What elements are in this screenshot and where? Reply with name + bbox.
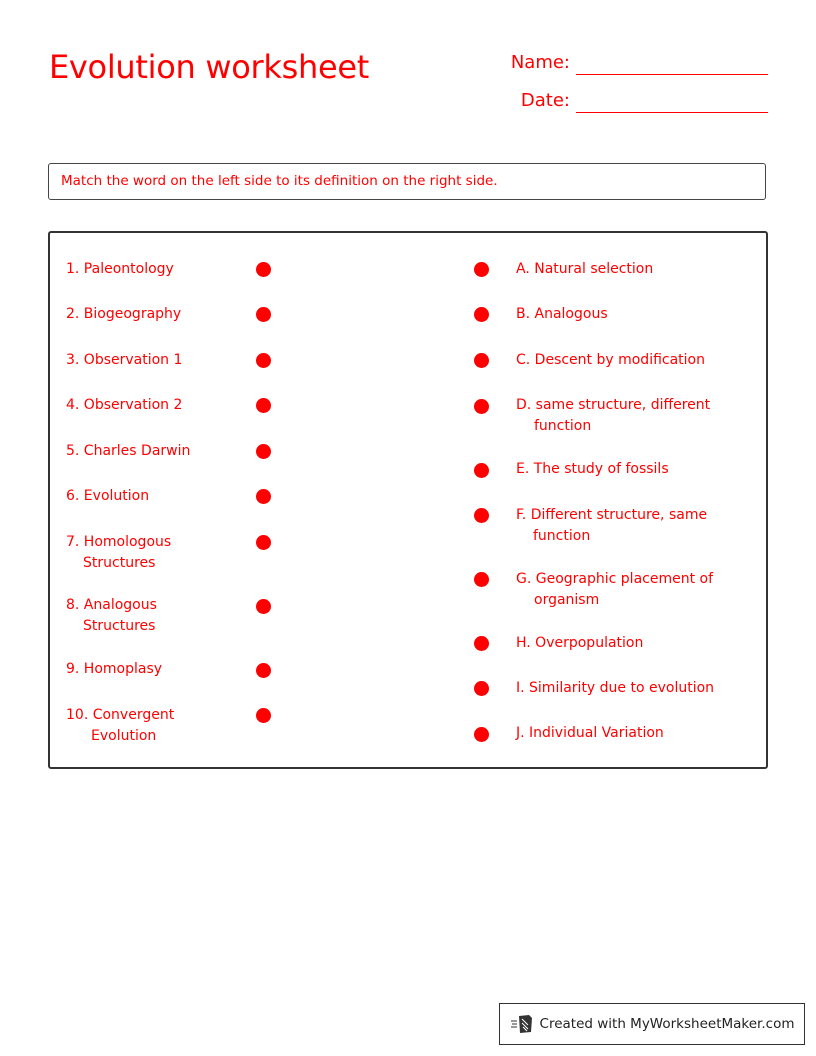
definition-item: I. Similarity due to evolution [516,680,715,696]
term-dot[interactable] [256,599,271,614]
date-field[interactable] [576,112,768,113]
term-dot[interactable] [256,535,271,550]
definition-dot[interactable] [474,463,489,478]
definition-item: D. same structure, different function [516,397,711,434]
term-item: 6. Evolution [66,488,150,504]
footer-text: Created with MyWorksheetMaker.com [539,1016,795,1032]
term-item: 8. Analogous Structures [66,597,157,634]
worksheet-title: Evolution worksheet [49,48,369,86]
definition-item: G. Geographic placement of organism [516,571,714,608]
term-dot[interactable] [256,489,271,504]
term-dot[interactable] [256,444,271,459]
term-dot[interactable] [256,307,271,322]
definition-dot[interactable] [474,262,489,277]
term-dot[interactable] [256,398,271,413]
term-item: 3. Observation 1 [66,352,183,368]
definition-item: A. Natural selection [516,261,654,277]
definition-item: C. Descent by modification [516,352,705,368]
term-dot[interactable] [256,262,271,277]
term-dot[interactable] [256,708,271,723]
name-label: Name: [510,52,570,73]
definition-dot[interactable] [474,307,489,322]
term-item: 9. Homoplasy [66,661,163,677]
term-item: 1. Paleontology [66,261,174,277]
term-item: 4. Observation 2 [66,397,183,413]
definition-dot[interactable] [474,727,489,742]
definition-item: E. The study of fossils [516,461,669,477]
name-field-row [500,52,768,73]
definition-item: F. Different structure, same function [516,507,708,544]
instructions-box [48,163,766,200]
worksheet-logo-icon [510,1014,534,1034]
footer-credit[interactable] [499,1003,805,1045]
term-dot[interactable] [256,353,271,368]
term-item: 5. Charles Darwin [66,443,191,459]
term-item: 2. Biogeography [66,306,182,322]
definition-item: J. Individual Variation [516,725,664,741]
definition-dot[interactable] [474,572,489,587]
term-dot[interactable] [256,663,271,678]
definition-item: H. Overpopulation [516,635,644,651]
date-field-row [500,90,768,111]
instructions-text: Match the word on the left side to its definition on the right side. [61,173,498,189]
term-item: 7. Homologous Structures [66,534,172,571]
name-field[interactable] [576,74,768,75]
definition-dot[interactable] [474,399,489,414]
term-item: 10. Convergent Evolution [66,707,175,744]
definition-dot[interactable] [474,353,489,368]
definition-dot[interactable] [474,681,489,696]
definition-dot[interactable] [474,636,489,651]
definition-dot[interactable] [474,508,489,523]
date-label: Date: [520,90,570,111]
matching-panel [48,231,768,769]
definition-item: B. Analogous [516,306,608,322]
